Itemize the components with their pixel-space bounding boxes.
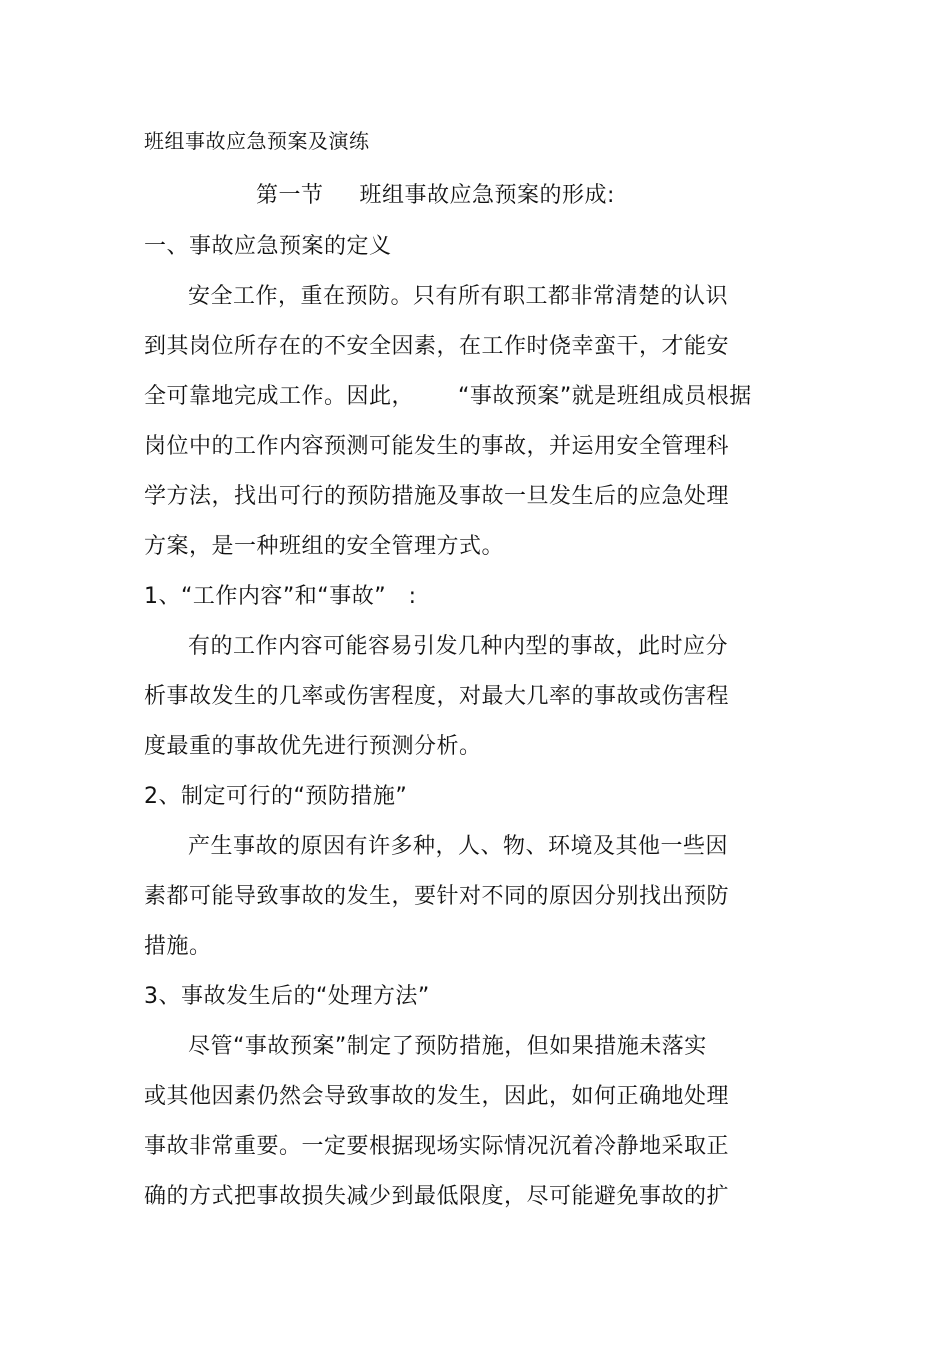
para1-line6: 方案，是一种班组的安全管理方式。	[144, 534, 505, 559]
item3-line4: 确的方式把事故损失减少到最低限度，尽可能避免事故的扩	[144, 1184, 730, 1209]
document-title: 班组事故应急预案及演练	[144, 129, 370, 153]
para1-line3-end: “事故预案”就是班组成员根据	[458, 384, 752, 409]
item1-heading: 1、“工作内容”和“事故” :	[144, 584, 417, 609]
section-label: 第一节	[256, 183, 324, 208]
item3-heading: 3、事故发生后的“处理方法”	[144, 984, 430, 1009]
item2-line1: 产生事故的原因有许多种，人、物、环境及其他一些因	[188, 834, 729, 859]
item2-heading: 2、制定可行的“预防措施”	[144, 784, 408, 809]
item3-line2: 或其他因素仍然会导致事故的发生，因此，如何正确地处理	[144, 1084, 730, 1109]
para1-line5: 学方法，找出可行的预防措施及事故一旦发生后的应急处理	[144, 484, 730, 509]
para1-line2: 到其岗位所存在的不安全因素，在工作时侥幸蛮干，才能安	[144, 334, 730, 359]
item2-line2: 素都可能导致事故的发生，要针对不同的原因分别找出预防	[144, 884, 730, 909]
section-title: 班组事故应急预案的形成:	[359, 183, 615, 208]
para1-line3-start: 全可靠地完成工作。因此，	[144, 384, 415, 409]
item3-line3: 事故非常重要。一定要根据现场实际情况沉着冷静地采取正	[144, 1134, 730, 1159]
section-heading	[256, 181, 615, 211]
para1-line1: 安全工作，重在预防。只有所有职工都非常清楚的认识	[188, 284, 729, 309]
item1-line1: 有的工作内容可能容易引发几种内型的事故，此时应分	[188, 634, 729, 659]
item1-line2: 析事故发生的几率或伤害程度，对最大几率的事故或伤害程	[144, 684, 730, 709]
heading-definition: 一、事故应急预案的定义	[144, 234, 392, 259]
para1-line4: 岗位中的工作内容预测可能发生的事故，并运用安全管理科	[144, 434, 730, 459]
para1-line3	[144, 382, 752, 412]
item2-line3: 措施。	[144, 934, 212, 959]
item1-line3: 度最重的事故优先进行预测分析。	[144, 734, 482, 759]
item3-line1: 尽管“事故预案”制定了预防措施，但如果措施未落实	[188, 1034, 707, 1059]
